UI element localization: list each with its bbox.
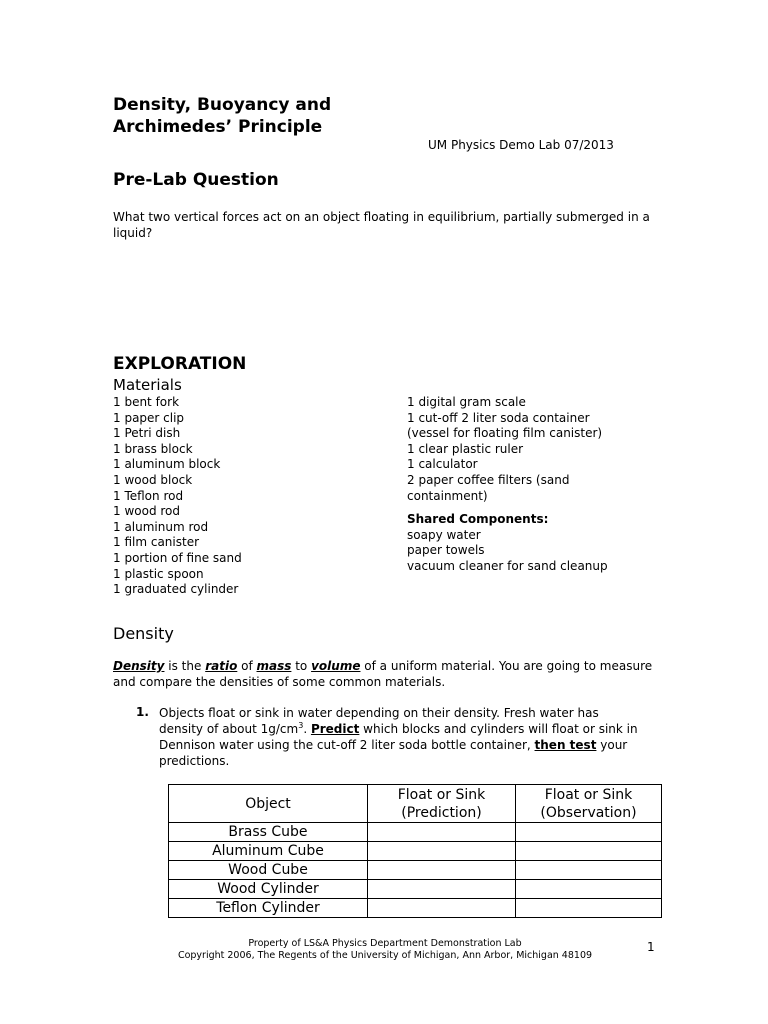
term-volume: volume: [311, 659, 361, 673]
materials-list-left: [113, 395, 242, 598]
table-row: [169, 861, 662, 880]
object-cell: Aluminum Cube: [169, 842, 368, 861]
document-title: [113, 94, 331, 138]
float-sink-table: [168, 784, 662, 918]
object-cell: Wood Cylinder: [169, 880, 368, 899]
list-item: 1 brass block: [113, 441, 193, 456]
list-item: 1 clear plastic ruler: [407, 441, 524, 456]
prediction-cell[interactable]: [368, 842, 516, 861]
object-cell: Teflon Cylinder: [169, 899, 368, 918]
list-item: 1 cut-off 2 liter soda container (vessel for floating film canister): [407, 410, 603, 441]
table-row: [169, 899, 662, 918]
exploration-heading: EXPLORATION: [113, 354, 247, 374]
list-item: 1 aluminum block: [113, 457, 221, 472]
text-run: of a uniform material. You are going to measure and compare the densities of some common materials.: [113, 659, 653, 689]
table-header-row: [169, 785, 662, 823]
text-run: which blocks and cylinders will float or sink in Dennison water using the cut-off 2 liter soda bottle container,: [159, 722, 638, 752]
header-observation: Float or Sink (Observation): [516, 785, 662, 823]
observation-cell[interactable]: [516, 880, 662, 899]
page-footer: [150, 938, 620, 962]
list-item: 1 graduated cylinder: [113, 582, 239, 597]
prediction-cell[interactable]: [368, 899, 516, 918]
materials-list-right: [407, 395, 617, 575]
title-line-1: Density, Buoyancy and: [113, 95, 332, 115]
text-run: Objects float or sink in water depending on their density. Fresh water has density of about 1g/cm: [159, 706, 599, 736]
list-item: paper towels: [407, 543, 485, 558]
prediction-cell[interactable]: [368, 861, 516, 880]
object-cell: Brass Cube: [169, 823, 368, 842]
footer-line-1: Property of LS&A Physics Department Demonstration Lab: [248, 938, 522, 949]
prelab-question: What two vertical forces act on an object floating in equilibrium, partially submerged in a liquid?: [113, 210, 650, 240]
title-line-2: Archimedes’ Principle: [113, 117, 323, 137]
prediction-cell[interactable]: [368, 823, 516, 842]
list-item: 1 paper clip: [113, 410, 185, 425]
list-item: 1 aluminum rod: [113, 519, 209, 534]
object-cell: Wood Cube: [169, 861, 368, 880]
density-intro: [113, 658, 653, 690]
list-item: 1 wood block: [113, 472, 193, 487]
term-predict: Predict: [310, 722, 360, 736]
list-item: vacuum cleaner for sand cleanup: [407, 558, 608, 573]
observation-cell[interactable]: [516, 823, 662, 842]
term-density: Density: [113, 659, 165, 673]
observation-cell[interactable]: [516, 861, 662, 880]
table-row: [169, 880, 662, 899]
text-run: to: [291, 659, 312, 673]
prelab-heading: Pre-Lab Question: [113, 170, 279, 190]
observation-cell[interactable]: [516, 899, 662, 918]
prediction-cell[interactable]: [368, 880, 516, 899]
text-run: of: [237, 659, 257, 673]
term-mass: mass: [256, 659, 292, 673]
superscript: 3: [298, 721, 304, 730]
materials-heading: Materials: [113, 376, 182, 394]
table-row: [169, 823, 662, 842]
list-item: 1 plastic spoon: [113, 566, 204, 581]
text-run: is the: [164, 659, 206, 673]
lab-info: UM Physics Demo Lab 07/2013: [428, 138, 614, 152]
footer-line-2: Copyright 2006, The Regents of the University of Michigan, Ann Arbor, Michigan 48109: [177, 950, 593, 961]
list-item: 2 paper coffee filters (sand containment): [407, 472, 570, 503]
term-ratio: ratio: [205, 659, 238, 673]
question-1-text: [159, 705, 639, 769]
page-number: 1: [647, 940, 655, 954]
question-number: 1.: [136, 705, 149, 719]
term-then-test: then test: [534, 738, 597, 752]
list-item: 1 bent fork: [113, 395, 180, 409]
table-row: [169, 842, 662, 861]
list-item: 1 portion of fine sand: [113, 550, 242, 565]
density-heading: Density: [113, 624, 174, 643]
list-item: 1 calculator: [407, 457, 478, 472]
text-run: .: [303, 722, 311, 736]
list-item: 1 wood rod: [113, 504, 181, 519]
list-item: 1 film canister: [113, 535, 200, 550]
text-run: your predictions.: [159, 738, 628, 768]
list-item: 1 digital gram scale: [407, 395, 526, 409]
list-item: 1 Petri dish: [113, 426, 181, 441]
header-object: Object: [169, 785, 368, 823]
list-item: 1 Teflon rod: [113, 488, 184, 503]
shared-components-heading: Shared Components:: [407, 512, 549, 527]
observation-cell[interactable]: [516, 842, 662, 861]
list-item: soapy water: [407, 527, 481, 542]
header-prediction: Float or Sink (Prediction): [368, 785, 516, 823]
